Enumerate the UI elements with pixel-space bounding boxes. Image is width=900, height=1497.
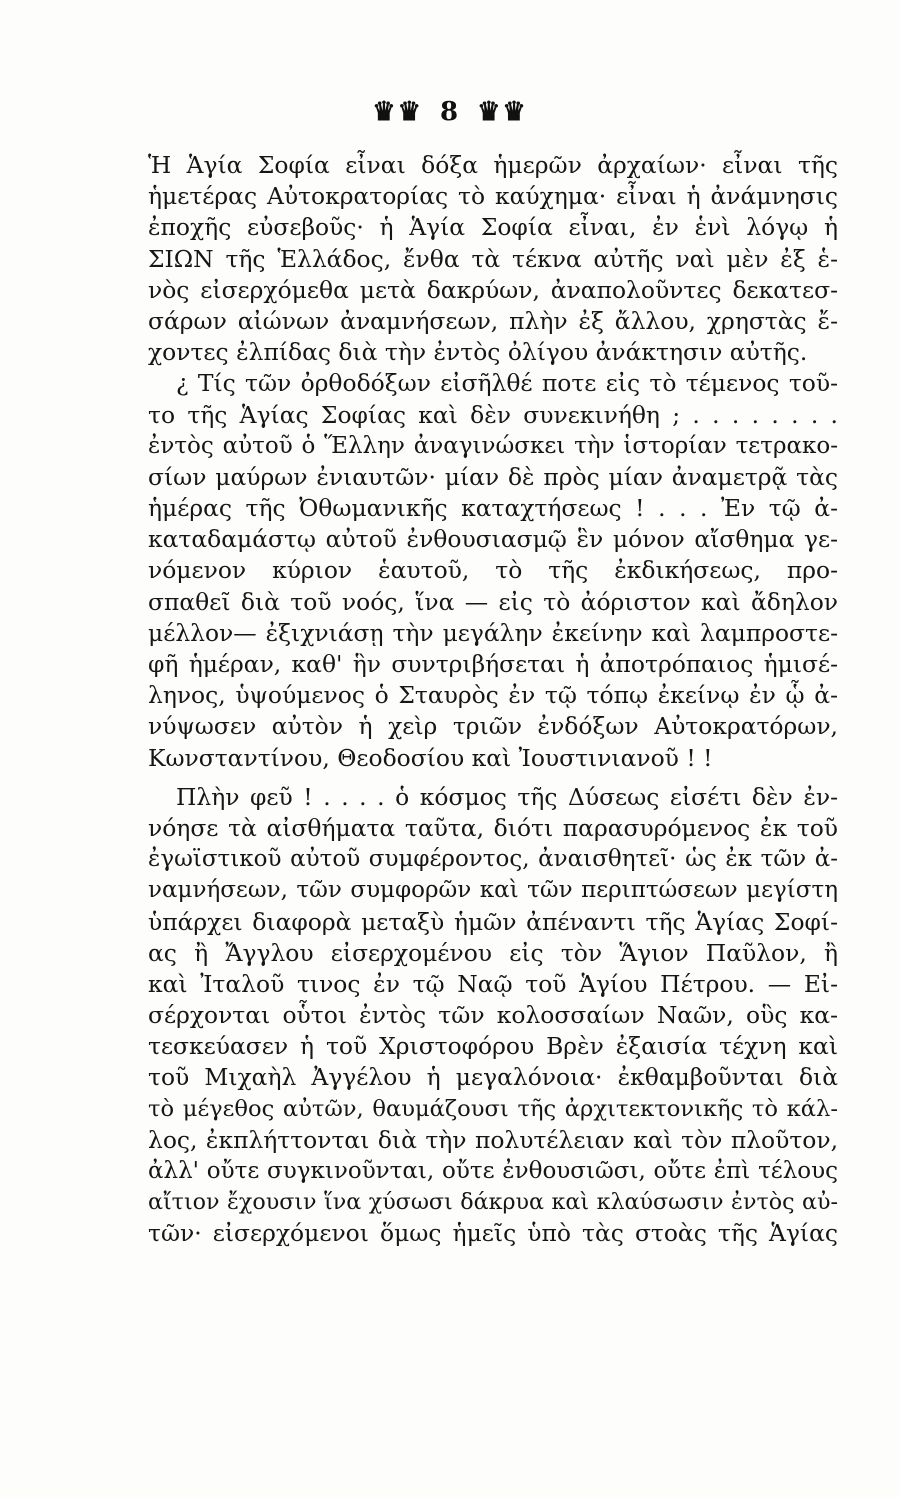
page-header xyxy=(0,96,900,127)
text-line: χοντες ἐλπίδας διὰ τὴν ἐντὸς ὀλίγου ἀνάκτησιν αὐτῆς. xyxy=(148,338,808,367)
text-line: Πλὴν φεῦ ! . . . . ὁ κόσμος τῆς Δύσεως εἰσέτι δὲν ἐν- xyxy=(176,782,838,811)
text-line: ἡμέρας τῆς Ὀθωμανικῆς καταχτήσεως ! . . . Ἐν τῷ ἀ- xyxy=(148,494,838,523)
text-line: Ἡ Ἁγία Σοφία εἶναι δόξα ἡμερῶν ἀρχαίων· εἶναι τῆς xyxy=(148,151,838,179)
crown-ornament-left-icon: ♛♛ xyxy=(372,97,423,127)
text-line: νύψωσεν αὐτὸν ἡ χεὶρ τριῶν ἐνδόξων Αὐτοκρατόρων, xyxy=(148,712,838,741)
body-text xyxy=(148,150,838,1250)
text-line: καὶ Ἰταλοῦ τινος ἐν τῷ Ναῷ τοῦ Ἁγίου Πέτρου. — Εἰ- xyxy=(148,969,838,998)
text-line: Κωνσταντίνου, Θεοδοσίου καὶ Ἰουστινιανοῦ ! ! xyxy=(148,743,713,772)
text-line: ἐποχῆς εὐσεβοῦς· ἡ Ἁγία Σοφία εἶναι, ἐν ἑνὶ λόγῳ ἡ xyxy=(148,213,838,242)
text-line: ἡμετέρας Αὐτοκρατορίας τὸ καύχημα· εἶναι ἡ ἀνάμνησις xyxy=(148,182,838,211)
crown-ornament-right-icon: ♛♛ xyxy=(477,97,528,127)
text-line: τεσκεύασεν ἡ τοῦ Χριστοφόρου Βρὲν ἐξαισία τέχνη καὶ xyxy=(148,1032,838,1061)
text-line: ας ἢ Ἄγγλου εἰσερχομένου εἰς τὸν Ἅγιον Παῦλον, ἢ xyxy=(148,938,838,967)
text-line: σέρχονται οὗτοι ἐντὸς τῶν κολοσσαίων Ναῶν, οὓς κα- xyxy=(148,1001,838,1030)
text-line: νόησε τὰ αἰσθήματα ταῦτα, διότι παρασυρόμενος ἐκ τοῦ xyxy=(148,813,838,842)
text-line: σπαθεῖ διὰ τοῦ νοός, ἵνα — εἰς τὸ ἀόριστον καὶ ἄδηλον xyxy=(148,587,838,616)
text-line: ἀλλ' οὔτε συγκινοῦνται, οὔτε ἐνθουσιῶσι, οὔτε ἐπὶ τέλους xyxy=(148,1158,838,1184)
text-line: νόμενον κύριον ἑαυτοῦ, τὸ τῆς ἐκδικήσεως, προ- xyxy=(148,556,838,585)
text-line: τὸ μέγεθος αὐτῶν, θαυμάζουσι τῆς ἀρχιτεκτονικῆς τὸ κάλ- xyxy=(148,1095,838,1122)
paragraph xyxy=(148,368,838,773)
text-line: ληνος, ὑψούμενος ὁ Σταυρὸς ἐν τῷ τόπῳ ἐκείνῳ ἐν ᾧ ἀ- xyxy=(148,681,838,710)
text-line: τοῦ Μιχαὴλ Ἀγγέλου ἡ μεγαλόνοια· ἐκθαμβοῦνται διὰ xyxy=(148,1063,838,1092)
text-line: σίων μαύρων ἐνιαυτῶν· μίαν δὲ πρὸς μίαν ἀναμετρᾷ τὰς xyxy=(148,462,838,491)
text-line: τῶν· εἰσερχόμενοι ὅμως ἡμεῖς ὑπὸ τὰς στοὰς τῆς Ἁγίας xyxy=(148,1219,838,1248)
text-line: καταδαμάστῳ αὐτοῦ ἐνθουσιασμῷ ἓν μόνον αἴσθημα γε- xyxy=(148,525,838,554)
text-line: αἴτιον ἔχουσιν ἵνα χύσωσι δάκρυα καὶ κλαύσωσιν ἐντὸς αὐ- xyxy=(148,1189,838,1216)
text-line: φῆ ἡμέραν, καθ' ἣν συντριβήσεται ἡ ἀποτρόπαιος ἡμισέ- xyxy=(148,650,838,678)
text-line: σάρων αἰώνων ἀναμνήσεων, πλὴν ἐξ ἄλλου, χρηστὰς ἔ- xyxy=(148,306,838,335)
text-line: ναμνήσεων, τῶν συμφορῶν καὶ τῶν περιπτώσεων μεγίστη xyxy=(148,877,838,904)
paragraph xyxy=(148,782,838,1250)
text-line: ἐντὸς αὐτοῦ ὁ Ἕλλην ἀναγινώσκει τὴν ἱστορίαν τετρακο- xyxy=(148,432,838,459)
text-line: μέλλον— ἐξιχνιάσῃ τὴν μεγάλην ἐκείνην καὶ λαμπροστε- xyxy=(148,618,838,647)
paragraph xyxy=(148,150,838,368)
text-line: ἐγωϊστικοῦ αὐτοῦ συμφέροντος, ἀναισθητεῖ· ὡς ἐκ τῶν ἀ- xyxy=(148,846,838,873)
text-line: λος, ἐκπλήττονται διὰ τὴν πολυτέλειαν καὶ τὸν πλοῦτον, xyxy=(148,1125,838,1154)
text-line: ὑπάρχει διαφορὰ μεταξὺ ἡμῶν ἀπέναντι τῆς Ἁγίας Σοφί- xyxy=(148,907,838,936)
text-line: ¿ Τίς τῶν ὀρθοδόξων εἰσῆλθέ ποτε εἰς τὸ τέμενος τοῦ- xyxy=(176,369,838,398)
page-number: 8 xyxy=(439,97,461,127)
text-line: το τῆς Ἁγίας Σοφίας καὶ δὲν συνεκινήθη ; . . . . . . . . xyxy=(148,400,838,429)
text-line: ΣΙΩΝ τῆς Ἑλλάδος, ἔνθα τὰ τέκνα αὐτῆς ναὶ μὲν ἐξ ἑ- xyxy=(148,244,838,273)
text-line: νὸς εἰσερχόμεθα μετὰ δακρύων, ἀναπολοῦντες δεκατεσ- xyxy=(148,275,838,304)
